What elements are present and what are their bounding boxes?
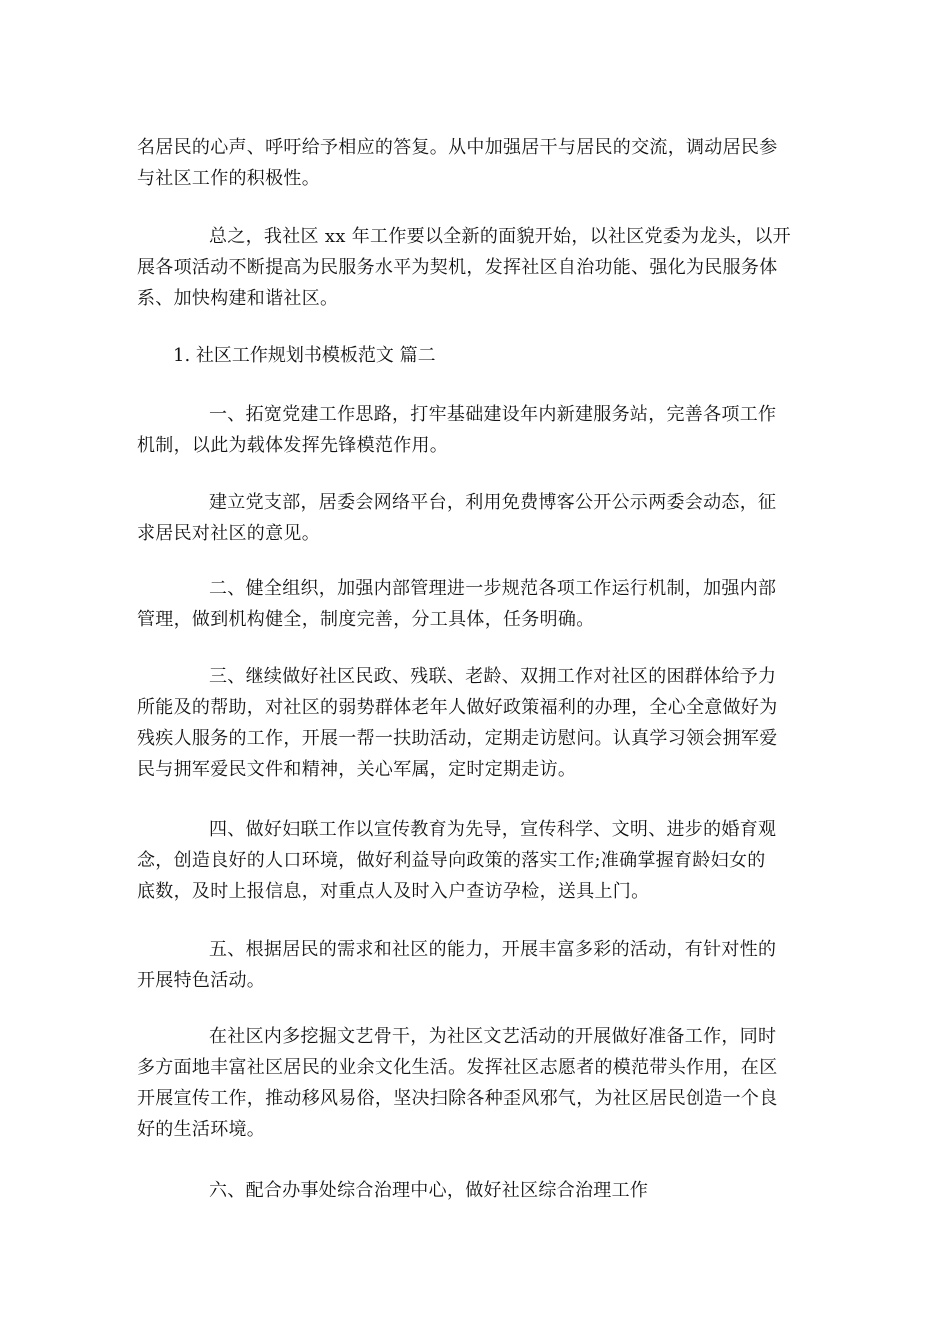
paragraph-item-4 [137,814,813,907]
text-line: 机制，以此为载体发挥先锋模范作用。 [137,435,449,456]
text-line: 二、健全组织，加强内部管理进一步规范各项工作运行机制，加强内部 [209,578,777,599]
text-line: 开展特色活动。 [137,970,266,991]
text-line: 四、做好妇联工作以宣传教育为先导，宣传科学、文明、进步的婚育观 [209,819,777,840]
section-heading: 1. 社区工作规划书模板范文 篇二 [173,345,436,366]
text-line: 多方面地丰富社区居民的业余文化生活。发挥社区志愿者的模范带头作用，在区 [137,1057,778,1078]
paragraph-culture [137,1021,813,1145]
paragraph-item-6 [137,1175,813,1206]
paragraph-party-branch [137,487,813,549]
text-line: 建立党支部，居委会网络平台，利用免费博客公开公示两委会动态，征 [209,492,777,513]
text-line: 管理，做到机构健全，制度完善，分工具体，任务明确。 [137,609,595,630]
paragraph-residents-voice [137,132,813,194]
paragraph-item-3 [137,661,813,785]
paragraph-item-1 [137,399,813,461]
text-line: 求居民对社区的意见。 [137,523,320,544]
text-line: 开展宣传工作，推动移风易俗，坚决扫除各种歪风邪气，为社区居民创造一个良 [137,1088,778,1109]
paragraph-item-5 [137,934,813,996]
text-line: 三、继续做好社区民政、残联、老龄、双拥工作对社区的困群体给予力 [209,666,777,687]
text-line: 与社区工作的积极性。 [137,168,320,189]
paragraph-summary [137,221,813,314]
text-line: 好的生活环境。 [137,1119,266,1140]
text-line: 名居民的心声、呼吁给予相应的答复。从中加强居干与居民的交流，调动居民参 [137,137,778,158]
text-line: 底数，及时上报信息，对重点人及时入户查访孕检，送具上门。 [137,881,650,902]
text-line: 一、拓宽党建工作思路，打牢基础建设年内新建服务站，完善各项工作 [209,404,777,425]
text-line: 系、加快构建和谐社区。 [137,288,339,309]
text-line: 念，创造良好的人口环境，做好利益导向政策的落实工作;准确掌握育龄妇女的 [137,850,766,871]
text-line: 六、配合办事处综合治理中心，做好社区综合治理工作 [209,1180,649,1201]
paragraph-item-2 [137,573,813,635]
text-line: 总之，我社区 xx 年工作要以全新的面貌开始，以社区党委为龙头，以开 [209,226,791,247]
text-line: 所能及的帮助，对社区的弱势群体老年人做好政策福利的办理，全心全意做好为 [137,697,778,718]
text-line: 民与拥军爱民文件和精神，关心军属，定时定期走访。 [137,759,577,780]
text-line: 五、根据居民的需求和社区的能力，开展丰富多彩的活动，有针对性的 [209,939,777,960]
text-line: 展各项活动不断提高为民服务水平为契机，发挥社区自治功能、强化为民服务体 [137,257,778,278]
text-line: 在社区内多挖掘文艺骨干，为社区文艺活动的开展做好准备工作，同时 [209,1026,777,1047]
text-line: 残疾人服务的工作，开展一帮一扶助活动，定期走访慰问。认真学习领会拥军爱 [137,728,778,749]
